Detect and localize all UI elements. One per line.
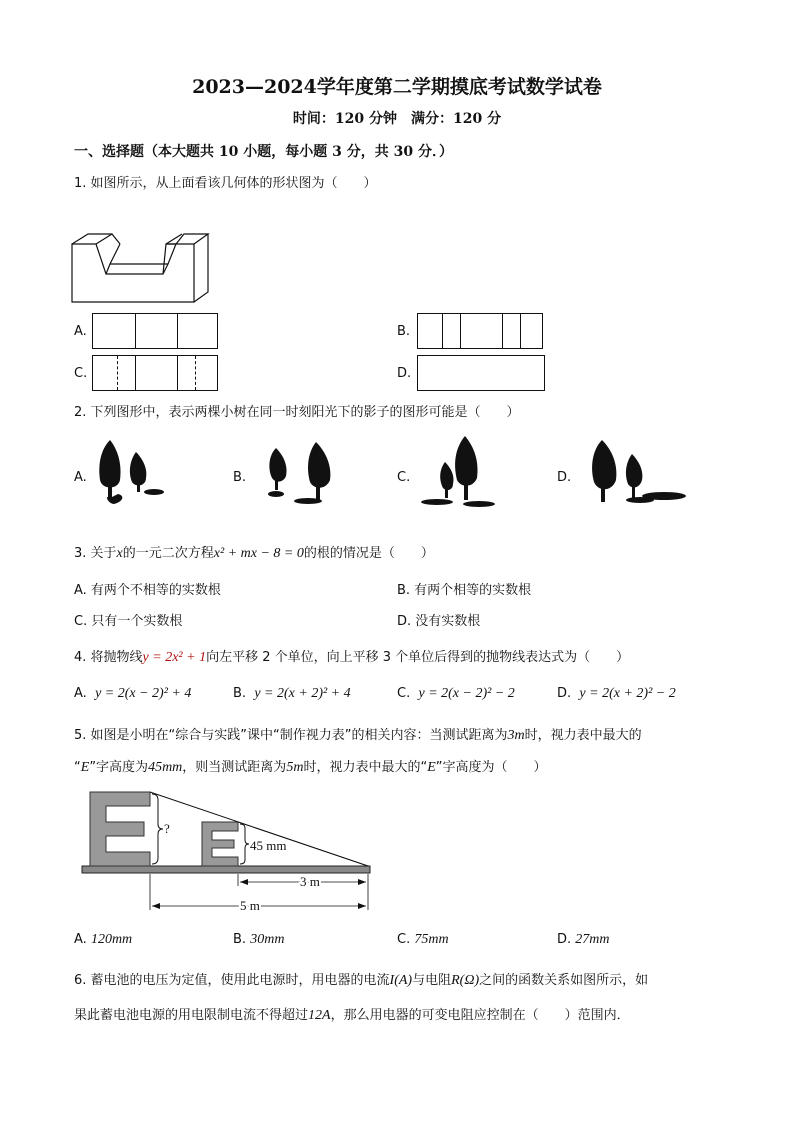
q2-option-b-label: B.: [233, 470, 247, 485]
question-5-line-1: 5. 如图是小明在“综合与实践”课中“制作视力表”的相关内容：当测试距离为3m时，视力表中最大的: [74, 728, 642, 743]
q3-option-c[interactable]: C. 只有一个实数根: [74, 614, 183, 629]
q5-option-c[interactable]: C. 75mm: [397, 932, 449, 947]
q5-eye-chart-figure: [78, 786, 378, 916]
q2-option-a-label: A.: [74, 470, 87, 485]
question-1-text: 1. 如图所示，从上面看该几何体的形状图为（ ）: [74, 176, 377, 191]
q5-unknown-height-label: ?: [164, 821, 170, 836]
q1-option-b-label: B.: [397, 324, 411, 339]
q4-option-d[interactable]: D. y = 2(x + 2)² − 2: [557, 686, 676, 701]
q1-option-d-figure[interactable]: [417, 355, 545, 391]
q2-option-c-trees[interactable]: [415, 434, 495, 510]
q1-option-c-figure[interactable]: [92, 355, 218, 391]
exam-info: 时间：120 分钟 满分：120 分: [292, 111, 502, 127]
q2-option-c-label: C.: [397, 470, 411, 485]
q3-option-d[interactable]: D. 没有实数根: [397, 614, 481, 629]
q5-option-b[interactable]: B. 30mm: [233, 932, 285, 947]
q1-option-b-figure[interactable]: [417, 313, 543, 349]
q5-option-a[interactable]: A. 120mm: [74, 932, 133, 947]
q1-option-a-label: A.: [74, 324, 87, 339]
q5-small-e-height-label: 45 mm: [250, 838, 287, 853]
q1-option-a-figure[interactable]: [92, 313, 218, 349]
q1-option-c-label: C.: [74, 366, 88, 381]
q1-solid-figure: [66, 228, 216, 306]
q4-option-b[interactable]: B. y = 2(x + 2)² + 4: [233, 686, 351, 701]
q4-option-a[interactable]: A. y = 2(x − 2)² + 4: [74, 686, 192, 701]
question-5-line-2: “E”字高度为45mm，则当测试距离为5m时，视力表中最大的“E”字高度为（ ）: [74, 760, 547, 775]
question-3-text: 3. 关于x的一元二次方程x² + mx − 8 = 0的根的情况是（ ）: [74, 546, 434, 561]
q2-option-b-trees[interactable]: [262, 438, 342, 510]
q2-option-d-trees[interactable]: [586, 436, 696, 508]
q3-option-b[interactable]: B. 有两个相等的实数根: [397, 583, 532, 598]
q4-parabola: y = 2x² + 1: [142, 650, 207, 665]
q3-equation: x² + mx − 8 = 0: [213, 546, 304, 561]
q2-option-d-label: D.: [557, 470, 572, 485]
question-4-text: 4. 将抛物线y = 2x² + 1向左平移 2 个单位，向上平移 3 个单位后得到的抛物线表达式为（ ）: [74, 650, 630, 665]
page-title: 2023—2024学年度第二学期摸底考试数学试卷: [192, 76, 602, 98]
q4-option-c[interactable]: C. y = 2(x − 2)² − 2: [397, 686, 515, 701]
section-heading: 一、选择题（本大题共 10 小题，每小题 3 分，共 30 分．）: [74, 144, 453, 160]
q5-option-d[interactable]: D. 27mm: [557, 932, 610, 947]
q1-option-d-label: D.: [397, 366, 412, 381]
question-6-line-2: 果此蓄电池电源的用电限制电流不得超过12A，那么用电器的可变电阻应控制在（ ）范围内．: [74, 1008, 630, 1023]
q5-distance-3m-label: 3 m: [300, 874, 320, 889]
q3-option-a[interactable]: A. 有两个不相等的实数根: [74, 583, 221, 598]
question-2-text: 2. 下列图形中，表示两棵小树在同一时刻阳光下的影子的图形可能是（ ）: [74, 405, 520, 420]
question-6-line-1: 6. 蓄电池的电压为定值，使用此电源时，用电器的电流I(A)与电阻R(Ω)之间的函数关系如图所示，如: [74, 973, 649, 988]
q2-option-a-trees[interactable]: [92, 438, 172, 510]
q5-distance-5m-label: 5 m: [240, 898, 260, 913]
